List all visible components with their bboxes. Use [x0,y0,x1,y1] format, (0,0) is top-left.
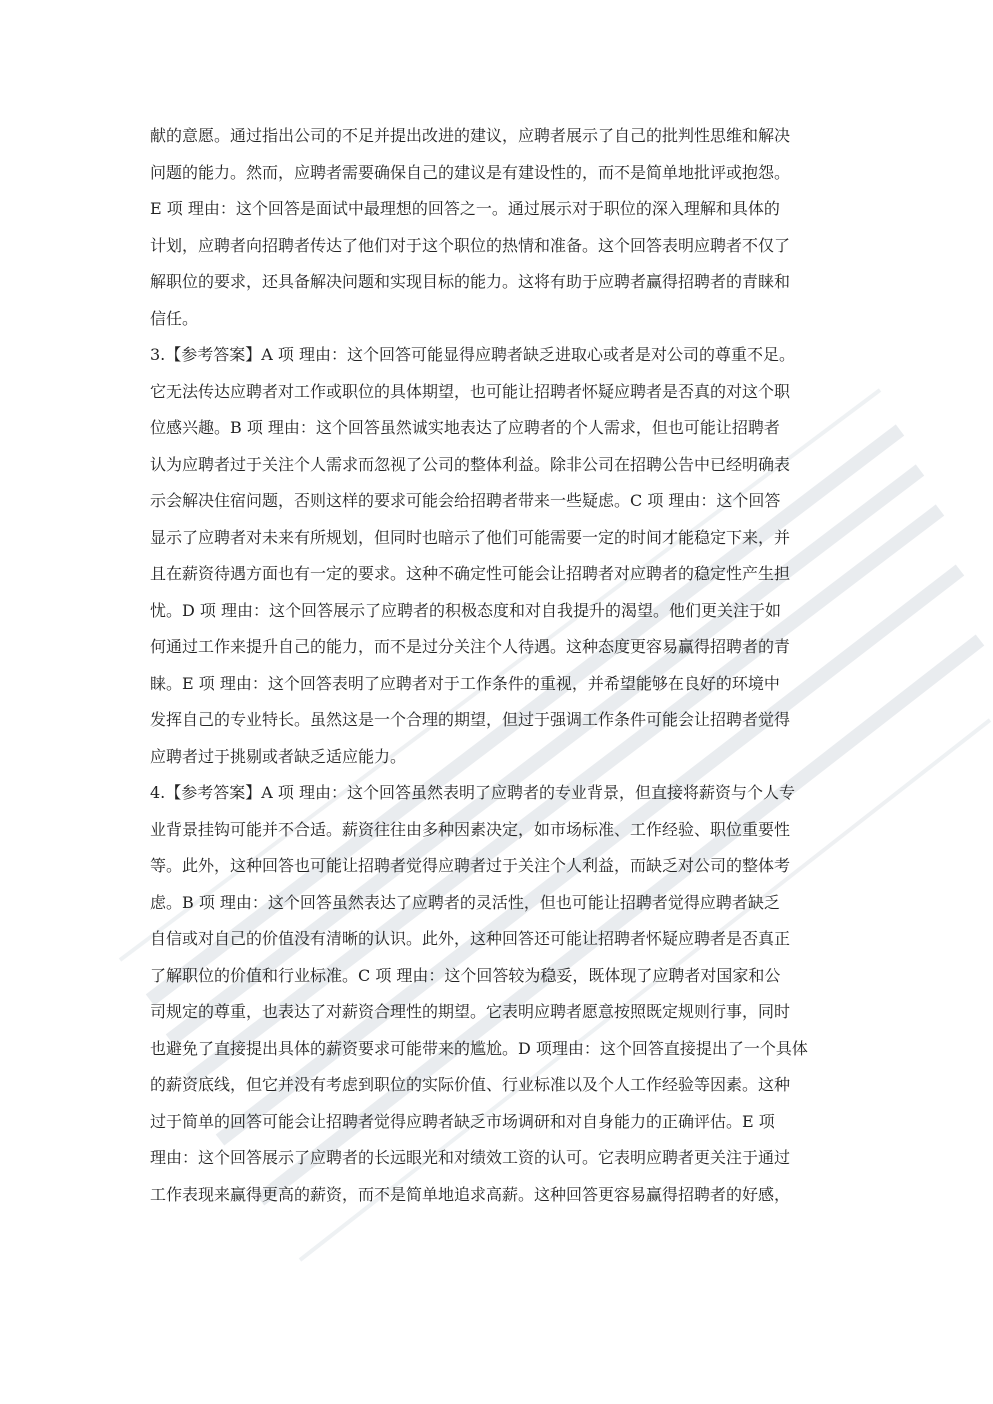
text-line: 3.【参考答案】A 项 理由：这个回答可能显得应聘者缺乏进取心或者是对公司的尊重不足。 [150,345,795,364]
text-line: 且在薪资待遇方面也有一定的要求。这种不确定性可能会让招聘者对应聘者的稳定性产生担 [150,564,791,583]
text-line: 忧。D 项 理由：这个回答展示了应聘者的积极态度和对自我提升的渴望。他们更关注于如 [150,600,782,620]
text-line: 问题的能力。然而，应聘者需要确保自己的建议是有建设性的，而不是简单地批评或抱怨。 [150,162,791,182]
body-text [150,118,850,1213]
text-line: 发挥自己的专业特长。虽然这是一个合理的期望，但过于强调工作条件可能会让招聘者觉得 [150,710,791,729]
text-line: 显示了应聘者对未来有所规划，但同时也暗示了他们可能需要一定的时间才能稳定下来，并 [150,527,791,547]
text-line: 也避免了直接提出具体的薪资要求可能带来的尴尬。D 项理由：这个回答直接提出了一个具体 [150,1038,808,1058]
text-line: 信任。 [150,308,199,328]
text-line: 计划，应聘者向招聘者传达了他们对于这个职位的热情和准备。这个回答表明应聘者不仅了 [150,235,791,255]
text-line: 认为应聘者过于关注个人需求而忽视了公司的整体利益。除非公司在招聘公告中已经明确表 [150,454,791,474]
text-line: 献的意愿。通过指出公司的不足并提出改进的建议，应聘者展示了自己的批判性思维和解决 [150,126,791,145]
text-line: 理由：这个回答展示了应聘者的长远眼光和对绩效工资的认可。它表明应聘者更关注于通过 [150,1148,791,1167]
text-line: 虑。B 项 理由：这个回答虽然表达了应聘者的灵活性，但也可能让招聘者觉得应聘者缺乏 [150,892,780,912]
text-line: 了解职位的价值和行业标准。C 项 理由：这个回答较为稳妥，既体现了应聘者对国家和公 [150,965,781,985]
text-line: 自信或对自己的价值没有清晰的认识。此外，这种回答还可能让招聘者怀疑应聘者是否真正 [150,929,791,948]
text-line: 解职位的要求，还具备解决问题和实现目标的能力。这将有助于应聘者赢得招聘者的青睐和 [150,272,791,291]
text-line: 应聘者过于挑剔或者缺乏适应能力。 [150,746,407,766]
text-line: 何通过工作来提升自己的能力，而不是过分关注个人待遇。这种态度更容易赢得招聘者的青 [150,637,791,656]
text-line: 等。此外，这种回答也可能让招聘者觉得应聘者过于关注个人利益，而缺乏对公司的整体考 [150,856,791,875]
text-line: 的薪资底线，但它并没有考虑到职位的实际价值、行业标准以及个人工作经验等因素。这种 [150,1075,791,1094]
text-line: 睐。E 项 理由：这个回答表明了应聘者对于工作条件的重视，并希望能够在良好的环境中 [150,673,780,693]
text-line: 司规定的尊重，也表达了对薪资合理性的期望。它表明应聘者愿意按照既定规则行事，同时 [150,1002,791,1021]
text-line: 过于简单的回答可能会让招聘者觉得应聘者缺乏市场调研和对自身能力的正确评估。E 项 [150,1111,775,1131]
text-line: 它无法传达应聘者对工作或职位的具体期望，也可能让招聘者怀疑应聘者是否真的对这个职 [150,381,791,401]
text-line: 位感兴趣。B 项 理由：这个回答虽然诚实地表达了应聘者的个人需求，但也可能让招聘者 [150,418,780,437]
text-line: E 项 理由：这个回答是面试中最理想的回答之一。通过展示对于职位的深入理解和具体的 [150,199,780,218]
text-line: 示会解决住宿问题，否则这样的要求可能会给招聘者带来一些疑虑。C 项 理由：这个回答 [150,491,781,510]
text-line: 4.【参考答案】A 项 理由：这个回答虽然表明了应聘者的专业背景，但直接将薪资与个人专 [150,783,795,802]
text-line: 业背景挂钩可能并不合适。薪资往往由多种因素决定，如市场标准、工作经验、职位重要性 [150,819,791,839]
text-line: 工作表现来赢得更高的薪资，而不是简单地追求高薪。这种回答更容易赢得招聘者的好感， [150,1184,791,1204]
